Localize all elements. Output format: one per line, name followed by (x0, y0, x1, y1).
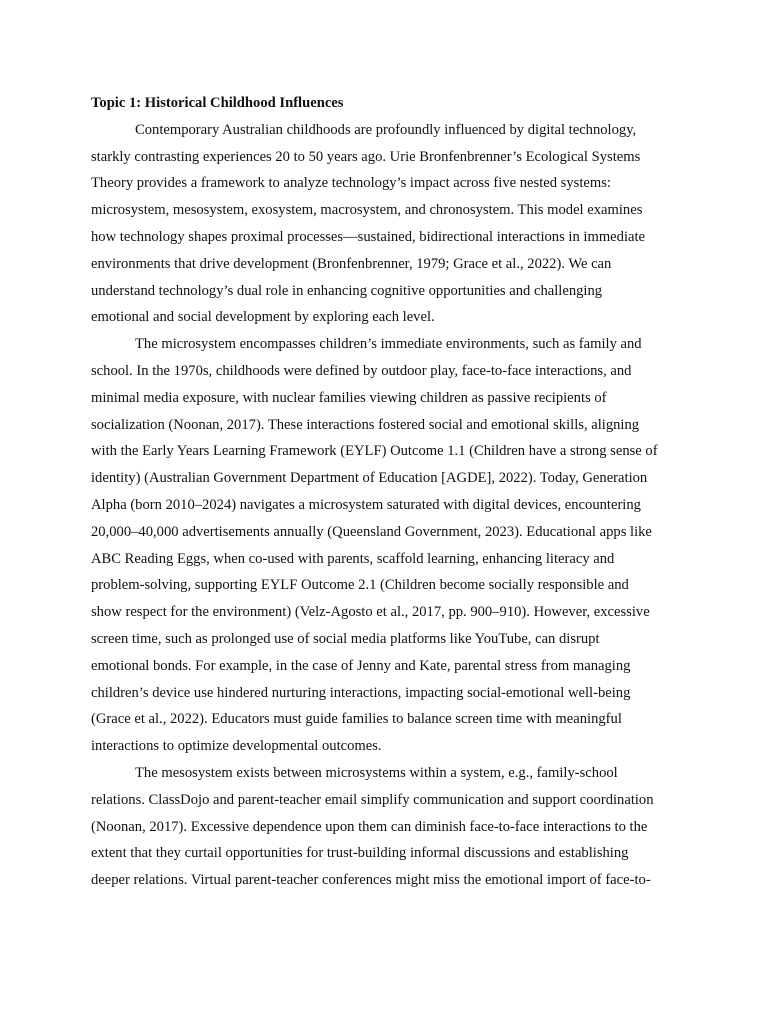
paragraph-1-line-5: how technology shapes proximal processes—sustained, bidirectional interactions in immediate (91, 228, 646, 245)
paragraph-2-line-9: ABC Reading Eggs, when co-used with parents, scaffold learning, enhancing literacy and (91, 550, 615, 567)
paragraph-2-line-10: problem-solving, supporting EYLF Outcome 2.1 (Children become socially responsible and (91, 577, 629, 594)
paragraph-2-line-11: show respect for the environment) (Velz-Agosto et al., 2017, pp. 900–910). However, excessive (91, 604, 650, 621)
paragraph-2-line-16: interactions to optimize developmental outcomes. (91, 738, 382, 755)
paragraph-1-line-2: starkly contrasting experiences 20 to 50 years ago. Urie Bronfenbrenner’s Ecological Systems (91, 148, 641, 165)
paragraph-1-line-8: emotional and social development by exploring each level. (91, 309, 435, 326)
paragraph-2-line-15: (Grace et al., 2022). Educators must guide families to balance screen time with meaningful (91, 711, 622, 728)
section-heading: Topic 1: Historical Childhood Influences (91, 95, 344, 111)
paragraph-2-line-4: socialization (Noonan, 2017). These interactions fostered social and emotional skills, aligning (91, 416, 640, 433)
paragraph-2-line-14: children’s device use hindered nurturing interactions, impacting social-emotional well-being (91, 684, 631, 701)
paragraph-2-line-8: 20,000–40,000 advertisements annually (Queensland Government, 2023). Educational apps like (91, 523, 652, 540)
paragraph-2-line-1: The microsystem encompasses children’s immediate environments, such as family and (135, 336, 642, 353)
paragraph-1-line-4: microsystem, mesosystem, exosystem, macrosystem, and chronosystem. This model examines (91, 202, 643, 219)
paragraph-3-line-1: The mesosystem exists between microsystems within a system, e.g., family-school (135, 764, 618, 781)
paragraph-2-line-5: with the Early Years Learning Framework (EYLF) Outcome 1.1 (Children have a strong sense of (91, 443, 658, 460)
paragraph-2-line-3: minimal media exposure, with nuclear families viewing children as passive recipients of (91, 389, 607, 406)
paragraph-2-line-12: screen time, such as prolonged use of social media platforms like YouTube, can disrupt (91, 630, 600, 647)
paragraph-2-line-7: Alpha (born 2010–2024) navigates a microsystem saturated with digital devices, encountering (91, 496, 641, 513)
paragraph-2-line-2: school. In the 1970s, childhoods were defined by outdoor play, face-to-face interactions, and (91, 362, 632, 379)
paragraph-3-line-3: (Noonan, 2017). Excessive dependence upon them can diminish face-to-face interactions to the (91, 818, 648, 835)
paragraph-1-line-1: Contemporary Australian childhoods are profoundly influenced by digital technology, (135, 121, 637, 138)
paragraph-1-line-3: Theory provides a framework to analyze technology’s impact across five nested systems: (91, 175, 611, 192)
paragraph-3-line-4: extent that they curtail opportunities for trust-building informal discussions and establishing (91, 845, 629, 862)
paragraph-2-line-6: identity) (Australian Government Department of Education [AGDE], 2022). Today, Generation (91, 470, 648, 487)
paragraph-1-line-6: environments that drive development (Bronfenbrenner, 1979; Grace et al., 2022). We can (91, 255, 612, 272)
paragraph-3-line-5: deeper relations. Virtual parent-teacher conferences might miss the emotional import of face-to- (91, 872, 651, 889)
paragraph-3-line-2: relations. ClassDojo and parent-teacher email simplify communication and support coordination (91, 791, 654, 808)
paragraph-1-line-7: understand technology’s dual role in enhancing cognitive opportunities and challenging (91, 282, 603, 299)
document-body (91, 90, 679, 894)
paragraph-2-line-13: emotional bonds. For example, in the case of Jenny and Kate, parental stress from managing (91, 657, 631, 674)
